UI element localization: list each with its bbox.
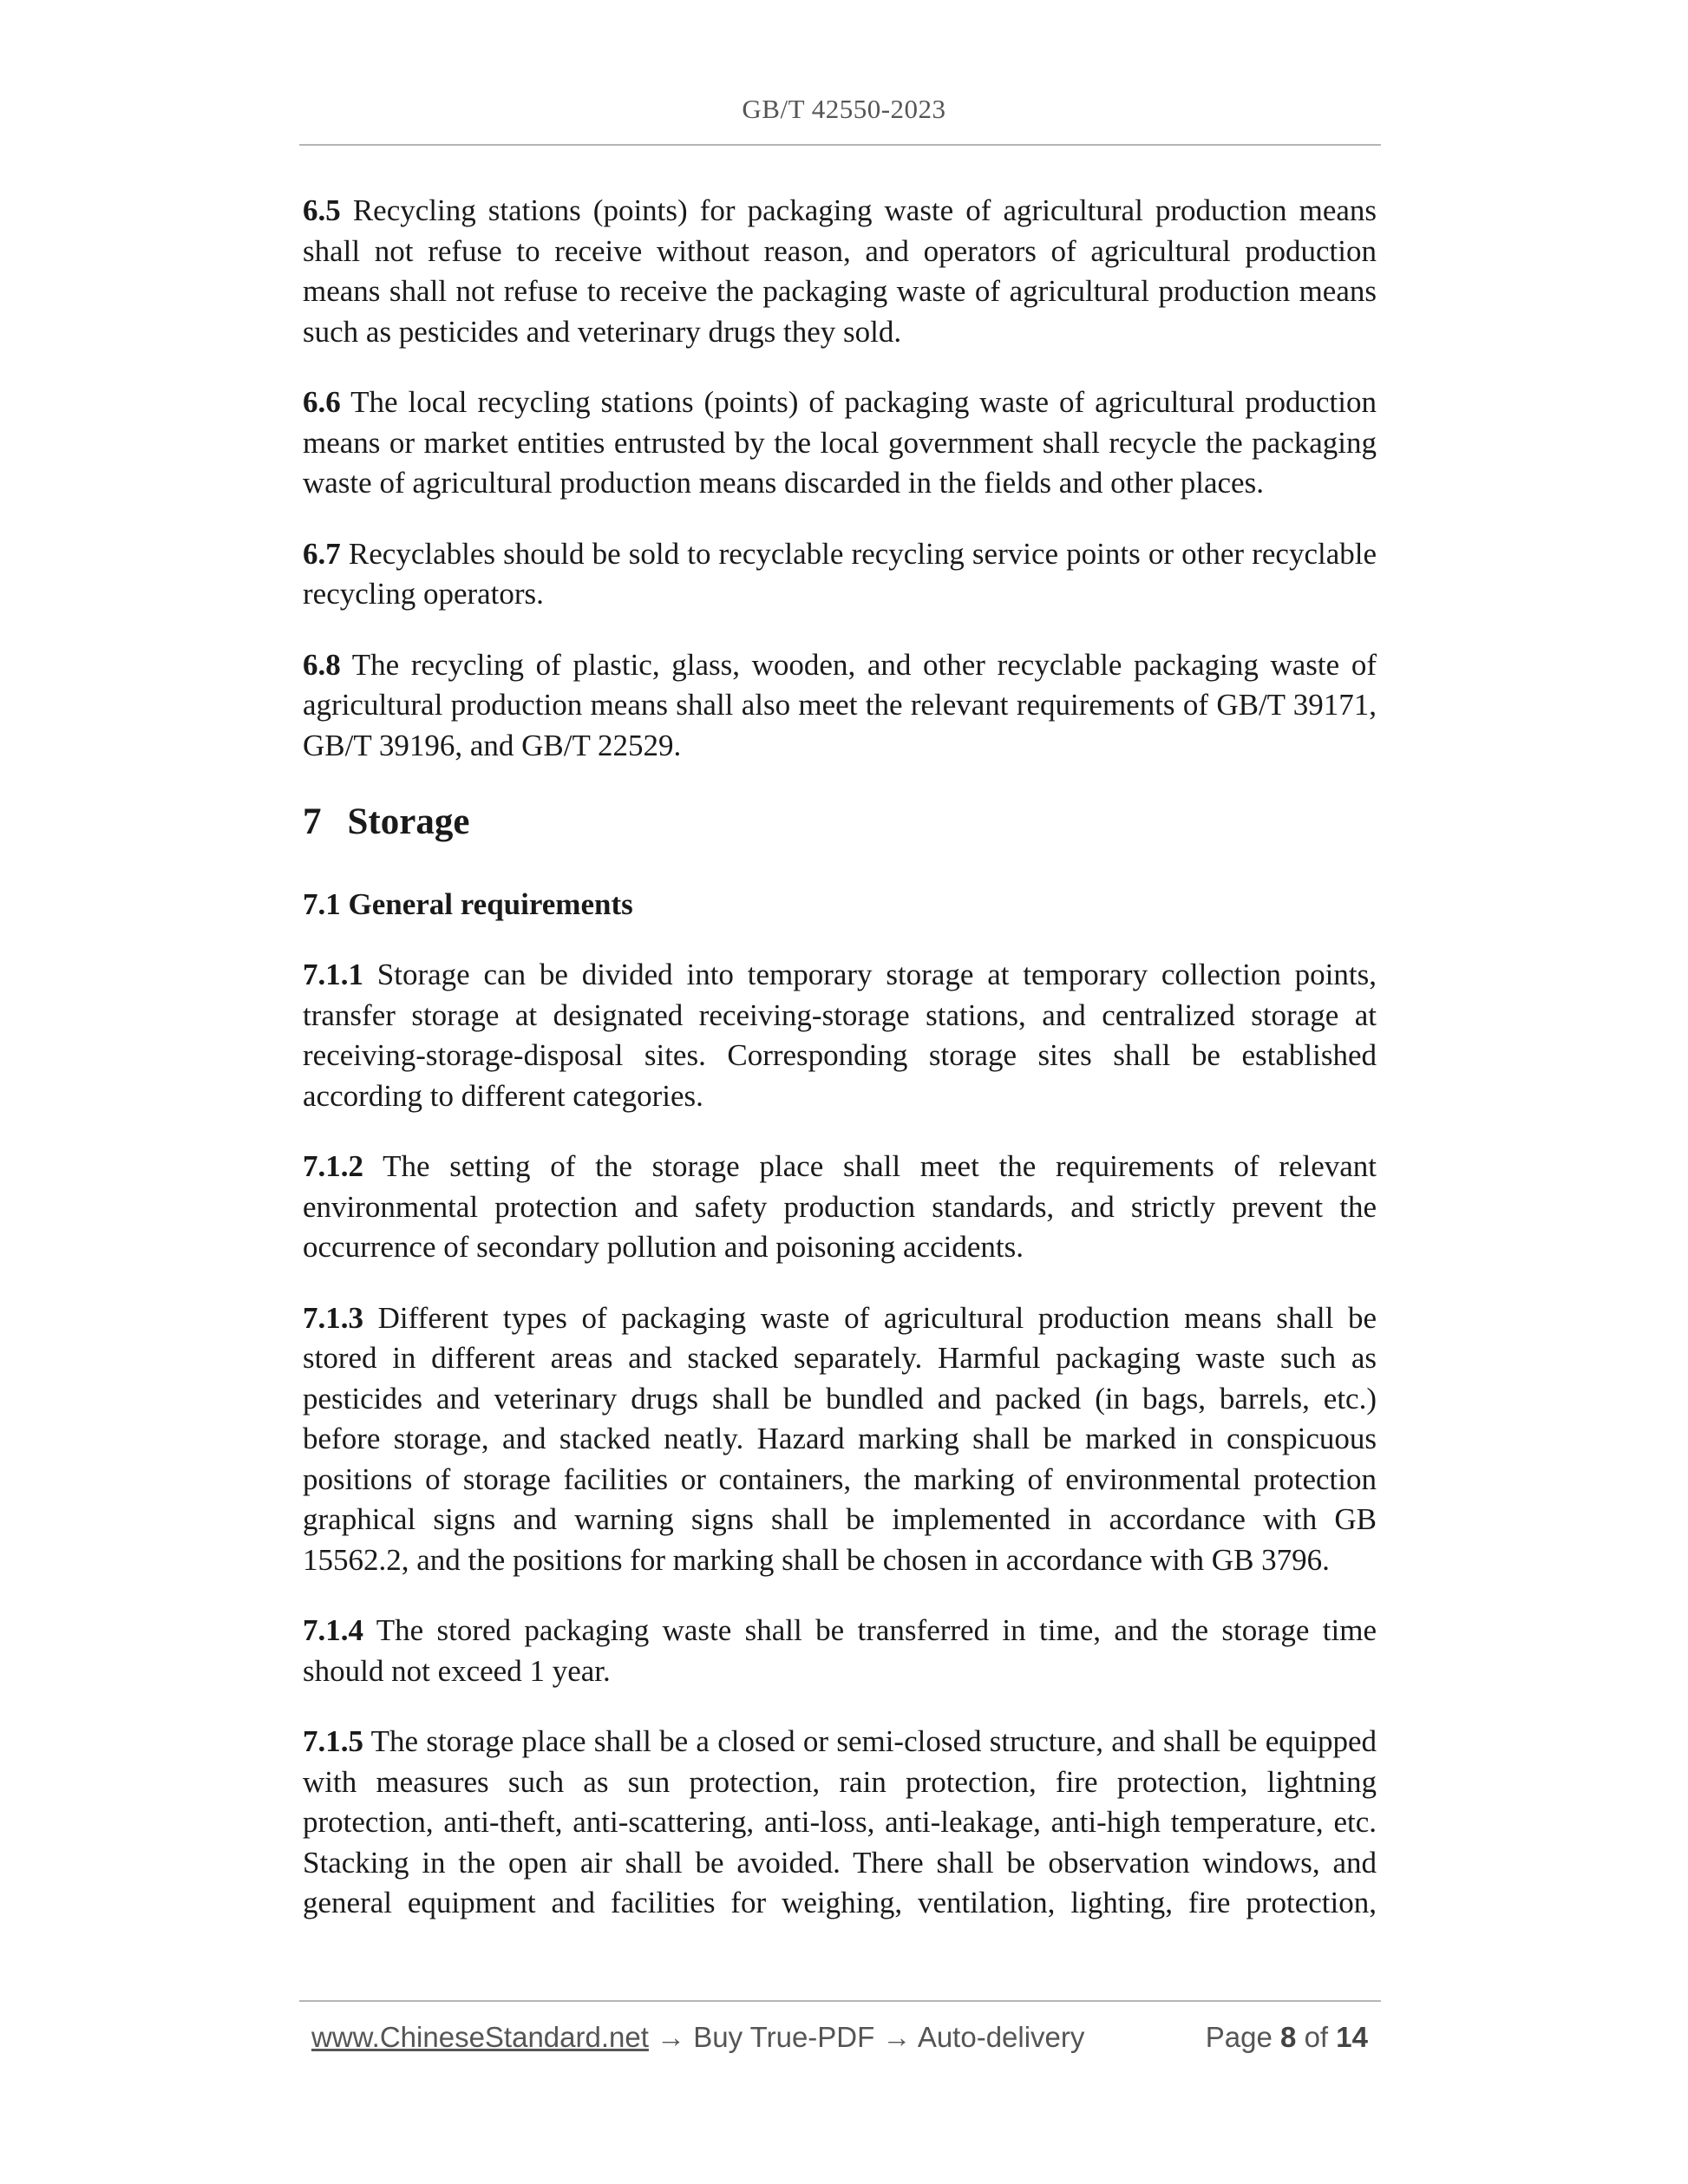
clause-number: 7.1.1 [303,958,363,991]
chinesestandard-link[interactable]: www.ChineseStandard.net [311,2021,649,2053]
clause-number: 7.1.5 [303,1724,363,1758]
current-page-number: 8 [1280,2021,1297,2053]
page-of-label: of [1304,2021,1329,2053]
clause-text: Storage can be divided into temporary storage at temporary collection points, transfer storage at designated receiving-storage stations, and centralized storage at receiving-storage-disposal sites. Corresponding storage sites shall be established according to different categories. [303,958,1377,1113]
clause-text: The stored packaging waste shall be transferred in time, and the storage time should not exceed 1 year. [303,1613,1377,1688]
buy-true-pdf-text: → Buy True-PDF → Auto-delivery [648,2021,1085,2053]
clause-number: 7.1.3 [303,1300,363,1335]
section-number: 7 [303,801,322,842]
page-header-standard-id: GB/T 42550-2023 [742,94,946,124]
page-label: Page [1205,2021,1273,2053]
page-indicator [1206,2021,1368,2054]
clause-number: 6.8 [303,647,341,682]
document-body [303,191,1377,1954]
clause-number: 6.7 [303,536,341,571]
clause-text: The setting of the storage place shall meet the requirements of relevant environmental protection and safety production standards, and strictly prevent the occurrence of secondary pollution and poisoning accidents. [303,1149,1377,1264]
clause-text: Recycling stations (points) for packaging waste of agricultural production means shall not refuse to receive without reason, and operators of agricultural production means shall not refuse to receive the packaging waste of agricultural production means such as pesticides and veterinary drugs they sold. [303,193,1377,349]
clause-text: Different types of packaging waste of agricultural production means shall be stored in different areas and stacked separately. Harmful packaging waste such as pesticides and veterinary drugs shall be bundled and packed (in bags, barrels, etc.) before storage, and stacked neatly. Hazard marking shall be marked in conspicuous positions of storage facilities or containers, the marking of environmental protection graphical signs and warning signs shall be implemented in accordance with GB 15562.2, and the positions for marking shall be chosen in accordance with GB 3796. [303,1300,1377,1577]
clause-number: 6.5 [303,193,341,227]
header-divider [299,144,1381,146]
section-title: Storage [347,801,470,842]
clause-6-5 [303,191,1377,352]
total-page-number: 14 [1336,2021,1368,2053]
clause-6-7 [303,534,1377,615]
footer-divider [299,2000,1381,2002]
clause-number: 7.1.2 [303,1149,363,1183]
subsection-7-1-heading: 7.1 General requirements [303,887,633,921]
clause-7-1-1 [303,955,1377,1116]
section-7-heading [303,796,1377,848]
clause-7-1-3 [303,1298,1377,1581]
clause-text: The storage place shall be a closed or semi-closed structure, and shall be equipped with measures such as sun protection, rain protection, fire protection, lightning protection, anti-theft, anti-scattering, anti-loss, anti-leakage, anti-high temperature, etc. Stacking in the open air shall be avoided. There shall be observation windows, and general equipment and facilities for weighing, ventilation, lighting, fire protection, [303,1724,1377,1919]
clause-text: The recycling of plastic, glass, wooden, and other recyclable packaging waste of agricultural production means shall also meet the relevant requirements of GB/T 39171, GB/T 39196, and GB/T 22529. [303,647,1377,762]
clause-text: The local recycling stations (points) of packaging waste of agricultural production means or market entities entrusted by the local government shall recycle the packaging waste of agricultural production means discarded in the fields and other places. [303,385,1377,500]
page-footer [311,2021,1368,2054]
clause-text: Recyclables should be sold to recyclable recycling service points or other recyclable recycling operators. [303,536,1377,611]
clause-number: 6.6 [303,385,341,419]
clause-7-1-4 [303,1611,1377,1691]
clause-6-8 [303,645,1377,767]
clause-7-1-5 [303,1722,1377,1924]
footer-promo [311,2021,1084,2054]
clause-7-1-2 [303,1147,1377,1268]
clause-6-6 [303,383,1377,504]
clause-number: 7.1.4 [303,1613,363,1647]
